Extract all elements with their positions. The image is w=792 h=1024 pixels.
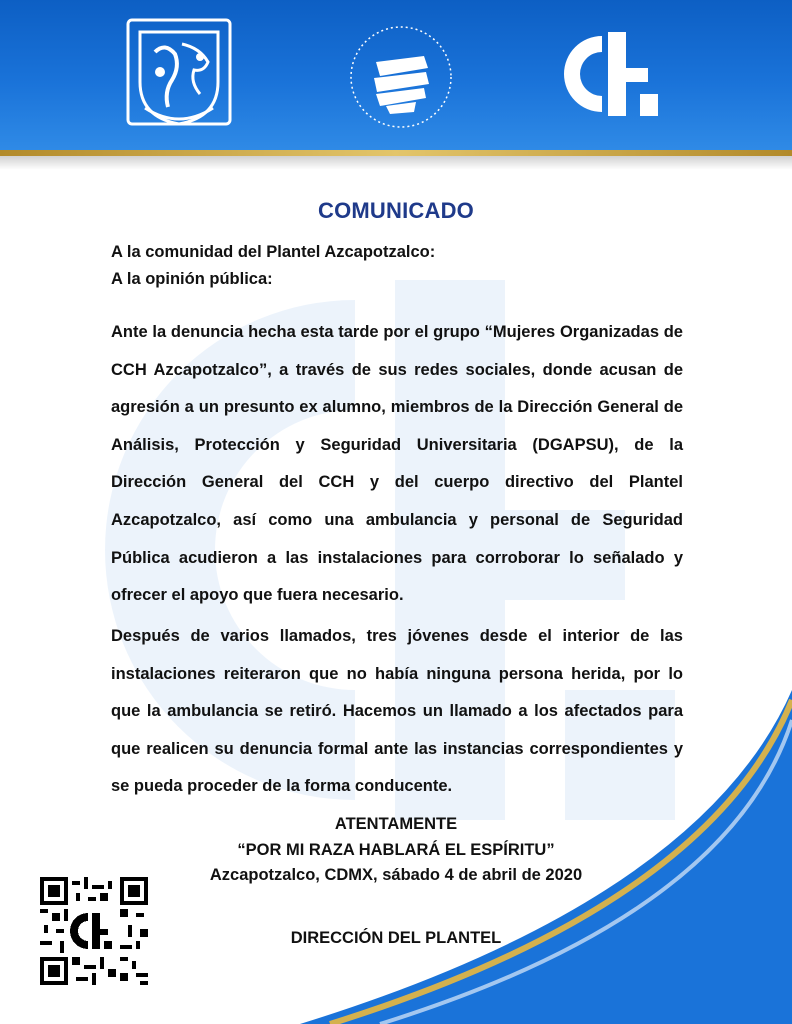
body-paragraph-2: Después de varios llamados, tres jóvenes desde el interior de las instalaciones reiteraron que no había ninguna persona herida, por lo que la ambulancia se retiró. Hacemos un llamado a los afectados para que realicen su denuncia formal ante las instancias correspondientes y se pueda proceder de la forma conducente.	[111, 627, 683, 796]
salutation-public: A la opinión pública:	[111, 270, 273, 288]
signature: DIRECCIÓN DEL PLANTEL	[290, 929, 502, 947]
document-title: COMUNICADO	[318, 198, 474, 223]
qr-code-icon	[40, 877, 148, 985]
salutation-community: A la comunidad del Plantel Azcapotzalco:	[111, 243, 436, 261]
closing-atentamente: ATENTAMENTE	[334, 815, 458, 833]
closing-place-date: Azcapotzalco, CDMX, sábado 4 de abril de 2020	[209, 866, 583, 884]
closing-motto: “POR MI RAZA HABLARÁ EL ESPÍRITU”	[237, 841, 555, 859]
body-paragraph-1: Ante la denuncia hecha esta tarde por el grupo “Mujeres Organizadas de CCH Azcapotzalco”, a través de sus redes sociales, donde acusan de agresión a un presunto ex alumno, miembros de la Dirección General de Análisis, Protección y Seguridad Universitaria (DGAPSU), de la Dirección General del CCH y del cuerpo directivo del Plantel Azcapotzalco, así como una ambulancia y personal de Seguridad Pública acudieron a las instalaciones para corroborar lo señalado y ofrecer el apoyo que fuera necesario.	[111, 323, 683, 605]
